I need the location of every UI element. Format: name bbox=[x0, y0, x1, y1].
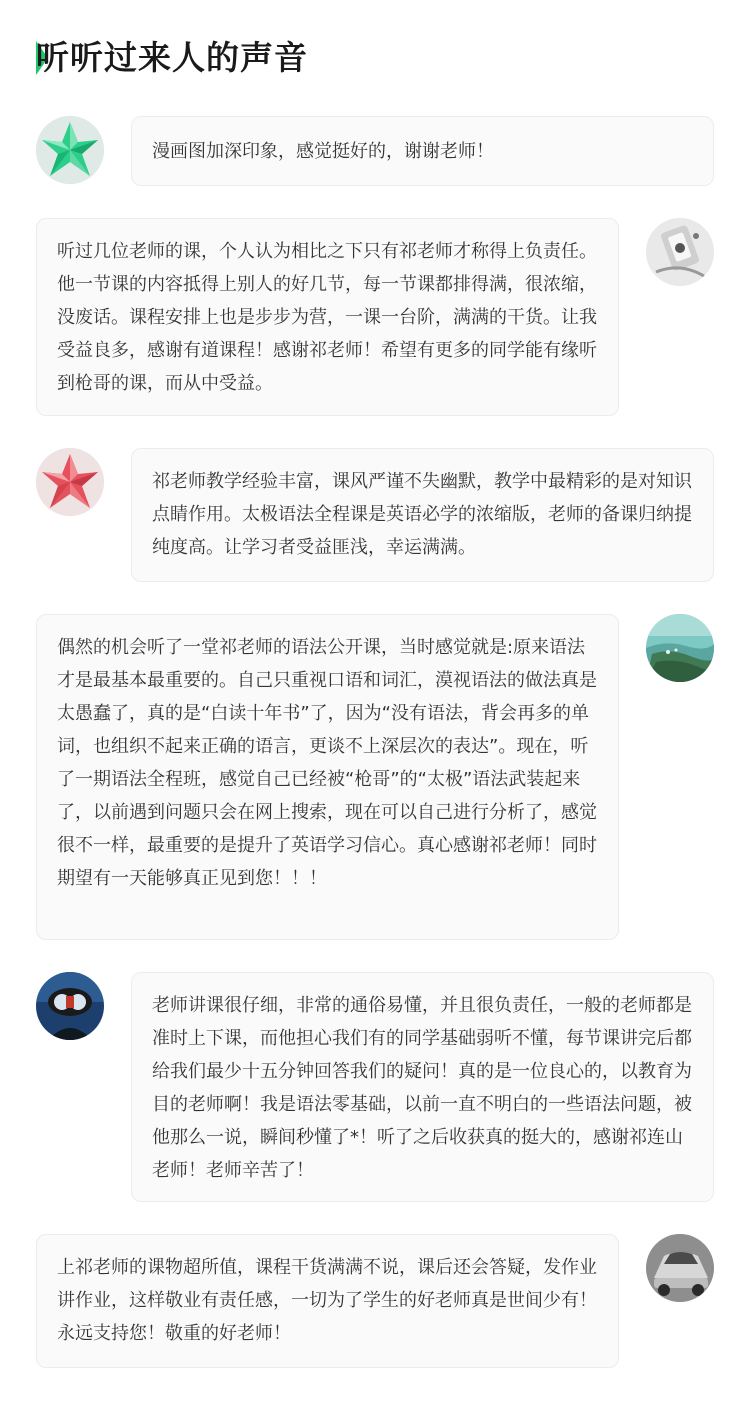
testimonial-bubble bbox=[36, 614, 619, 940]
testimonial-text: 偶然的机会听了一堂祁老师的语法公开课，当时感觉就是:原来语法才是最基本最重要的。自己只重视口语和词汇，漠视语法的做法真是太愚蠢了，真的是“白读十年书”了，因为“没有语法，背会再多的单词，也组织不起来正确的语言，更谈不上深层次的表达”。现在，听了一期语法全程班，感觉自己已经被“枪哥”的“太极”语法武装起来了，以前遇到问题只会在网上搜索，现在可以自己进行分析了，感觉很不一样，最重要的是提升了英语学习信心。真心感谢祁老师！同时期望有一天能够真正见到您！！！ bbox=[57, 637, 597, 889]
testimonial-text: 漫画图加深印象，感觉挺好的，谢谢老师！ bbox=[152, 141, 494, 162]
red-star-avatar-icon bbox=[36, 448, 104, 516]
car-photo-avatar-icon bbox=[646, 1234, 714, 1302]
testimonial-bubble bbox=[36, 1234, 619, 1368]
avatar bbox=[646, 1234, 714, 1302]
avatar bbox=[646, 218, 714, 286]
avatar bbox=[36, 972, 104, 1040]
testimonial-text: 老师讲课很仔细，非常的通俗易懂，并且很负责任，一般的老师都是准时上下课，而他担心我们有的同学基础弱听不懂，每节课讲完后都给我们最少十五分钟回答我们的疑问！真的是一位良心的，以教育为目的老师啊！我是语法零基础，以前一直不明白的一些语法问题，被他那么一说，瞬间秒懂了*！听了之后收获真的挺大的，感谢祁连山老师！老师辛苦了！ bbox=[152, 995, 692, 1181]
testimonial-text: 听过几位老师的课，个人认为相比之下只有祁老师才称得上负责任。他一节课的内容抵得上别人的好几节，每一节课都排得满，很浓缩，没废话。课程安排上也是步步为营，一课一台阶，满满的干货。让我受益良多，感谢有道课程！感谢祁老师！希望有更多的同学能有缘听到枪哥的课，而从中受益。 bbox=[57, 241, 597, 394]
testimonial-bubble bbox=[131, 972, 714, 1202]
green-star-avatar-icon bbox=[36, 116, 104, 184]
testimonial-bubble bbox=[131, 116, 714, 186]
diver-photo-avatar-icon bbox=[36, 972, 104, 1040]
testimonial-text: 祁老师教学经验丰富，课风严谨不失幽默，教学中最精彩的是对知识点睛作用。太极语法全程课是英语必学的浓缩版，老师的备课归纳提纯度高。让学习者受益匪浅，幸运满满。 bbox=[152, 471, 692, 558]
testimonial-text: 上祁老师的课物超所值，课程干货满满不说，课后还会答疑，发作业讲作业，这样敬业有责任感，一切为了学生的好老师真是世间少有！永远支持您！敬重的好老师！ bbox=[57, 1257, 597, 1344]
avatar bbox=[36, 448, 104, 516]
testimonial-bubble bbox=[36, 218, 619, 416]
ornament-photo-avatar-icon bbox=[646, 218, 714, 286]
avatar bbox=[646, 614, 714, 682]
section-heading bbox=[36, 36, 308, 80]
testimonial-bubble bbox=[131, 448, 714, 582]
seaside-photo-avatar-icon bbox=[646, 614, 714, 682]
avatar bbox=[36, 116, 104, 184]
section-title: 听听过来人的声音 bbox=[36, 38, 308, 77]
